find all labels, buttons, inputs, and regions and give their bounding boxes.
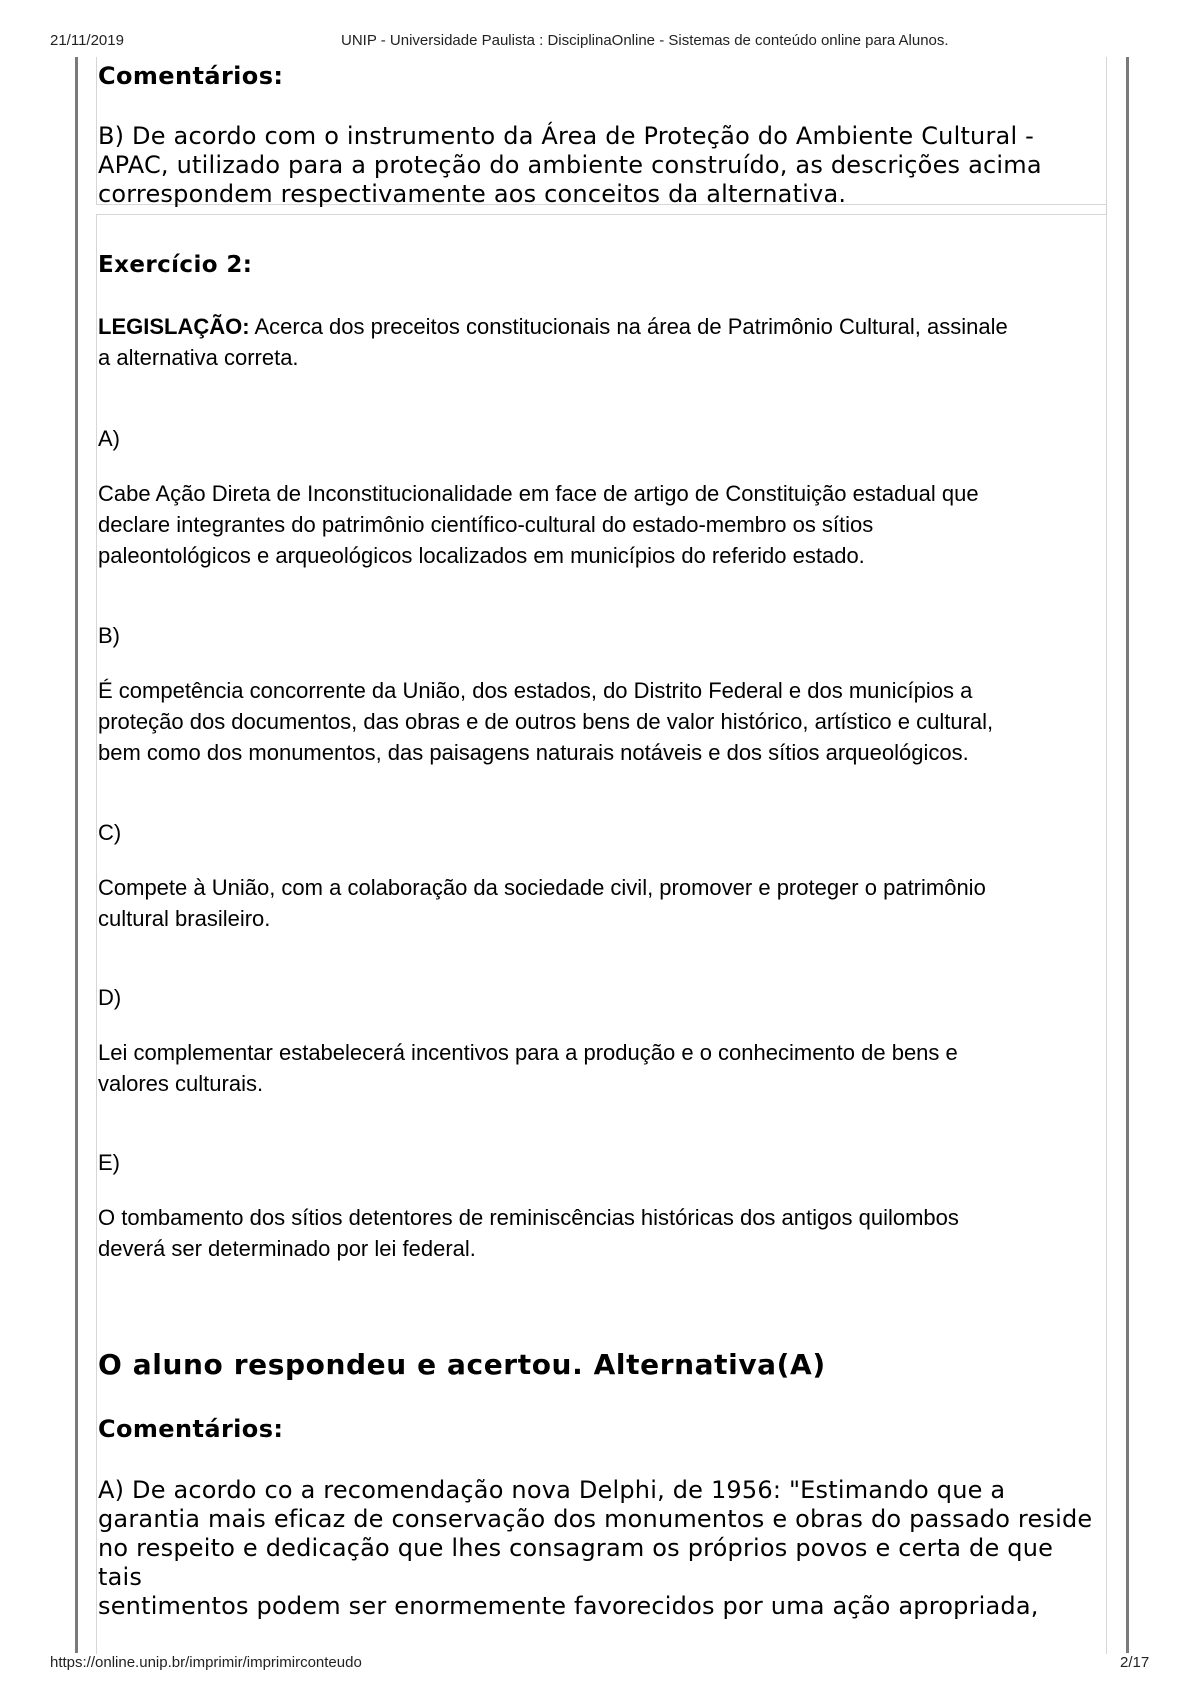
option-c-text: [98, 872, 1103, 934]
option-line: Lei complementar estabelecerá incentivos para a produção e o conhecimento de bens e: [98, 1040, 958, 1065]
frame-right-border: [1126, 57, 1129, 1653]
option-line: Cabe Ação Direta de Inconstitucionalidade em face de artigo de Constituição estadual que: [98, 481, 979, 506]
option-line: Compete à União, com a colaboração da sociedade civil, promover e proteger o patrimônio: [98, 875, 986, 900]
option-d-text: [98, 1037, 1103, 1099]
option-line: É competência concorrente da União, dos estados, do Distrito Federal e dos municípios a: [98, 678, 973, 703]
option-c-letter: C): [98, 820, 122, 845]
comments-line: correspondem respectivamente aos conceitos da alternativa.: [98, 180, 847, 208]
frame-left-border: [75, 57, 78, 1653]
comments-line: sentimentos podem ser enormemente favorecidos por uma ação apropriada,: [98, 1592, 1039, 1620]
comments-line: A) De acordo co a recomendação nova Delphi, de 1956: "Estimando que a: [98, 1476, 1006, 1504]
comments-line: APAC, utilizado para a proteção do ambiente construído, as descrições acima: [98, 151, 1042, 179]
comments-heading: Comentários:: [98, 1415, 284, 1443]
comments-line: B) De acordo com o instrumento da Área de Proteção do Ambiente Cultural -: [98, 122, 1034, 150]
print-page-title: UNIP - Universidade Paulista : DisciplinaOnline - Sistemas de conteúdo online para Alunos.: [341, 32, 949, 49]
page-number: 2/17: [1120, 1654, 1150, 1671]
print-url: https://online.unip.br/imprimir/imprimirconteudo: [50, 1654, 362, 1671]
question-line: Acerca dos preceitos constitucionais na área de Patrimônio Cultural, assinale: [249, 314, 1008, 339]
exercise-heading: Exercício 2:: [98, 252, 253, 278]
comments-text: [98, 122, 1098, 209]
option-e-text: [98, 1202, 1103, 1264]
option-line: O tombamento dos sítios detentores de reminiscências históricas dos antigos quilombos: [98, 1205, 959, 1230]
comments-line: no respeito e dedicação que lhes consagram os próprios povos e certa de que tais: [98, 1534, 1054, 1591]
option-line: cultural brasileiro.: [98, 906, 271, 931]
option-line: bem como dos monumentos, das paisagens naturais notáveis e dos sítios arqueológicos.: [98, 740, 969, 765]
option-line: valores culturais.: [98, 1071, 264, 1096]
option-b-letter: B): [98, 623, 120, 648]
option-line: deverá ser determinado por lei federal.: [98, 1236, 476, 1261]
option-d-letter: D): [98, 985, 122, 1010]
print-date: 21/11/2019: [50, 32, 124, 49]
option-line: paleontológicos e arqueológicos localizados em municípios do referido estado.: [98, 543, 865, 568]
option-line: proteção dos documentos, das obras e de outros bens de valor histórico, artístico e cultural,: [98, 709, 994, 734]
answer-result: O aluno respondeu e acertou. Alternativa(A): [98, 1348, 826, 1381]
option-a-letter: A): [98, 426, 120, 451]
option-b-text: [98, 675, 1103, 768]
option-a-text: [98, 478, 1103, 571]
comments-heading: Comentários:: [98, 62, 284, 90]
question-text: [98, 311, 1103, 373]
question-line: a alternativa correta.: [98, 345, 299, 370]
option-e-letter: E): [98, 1150, 120, 1175]
comments-text: [98, 1476, 1098, 1621]
question-topic: LEGISLAÇÃO:: [98, 314, 250, 339]
comments-line: garantia mais eficaz de conservação dos monumentos e obras do passado reside: [98, 1505, 1093, 1533]
option-line: declare integrantes do patrimônio científico-cultural do estado-membro os sítios: [98, 512, 874, 537]
